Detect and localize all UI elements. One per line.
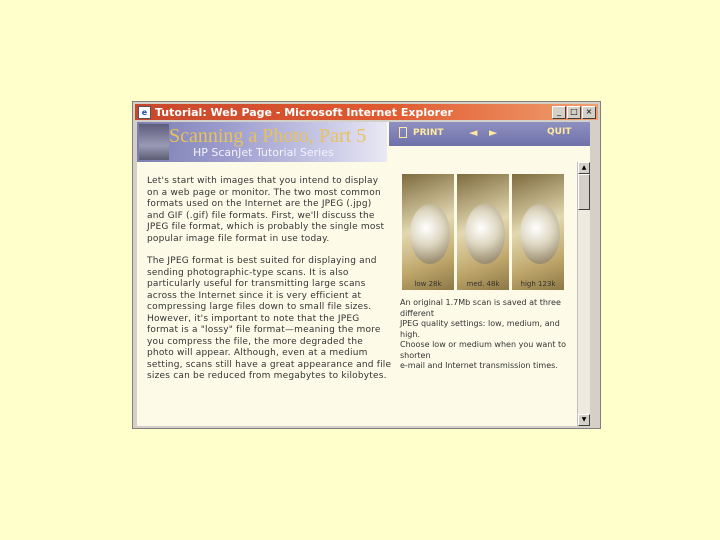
maximize-button[interactable]: □ <box>567 106 581 119</box>
thumbnail-label: med. 48k <box>466 280 500 288</box>
article-text <box>147 176 392 394</box>
shell-photo-image <box>465 204 505 264</box>
print-label: PRINT <box>413 127 444 138</box>
window-title: Tutorial: Web Page - Microsoft Internet Explorer <box>155 105 453 119</box>
ie-icon: e <box>138 106 151 119</box>
thumbnail-high <box>512 174 564 290</box>
caption-line: JPEG quality settings: low, medium, and high. <box>400 319 560 339</box>
caption-line: Choose low or medium when you want to shorten <box>400 340 567 360</box>
series-subtitle: HP ScanJet Tutorial Series <box>193 146 334 159</box>
page-title: Scanning a Photo, Part 5 <box>169 125 367 147</box>
prev-next-arrows[interactable]: ◄ ► <box>469 126 502 139</box>
page-header <box>137 122 590 162</box>
caption-line: An original 1.7Mb scan is saved at three different <box>400 298 561 318</box>
thumbnail-low <box>402 174 454 290</box>
close-button[interactable]: × <box>582 106 596 119</box>
article-paragraph: Let's start with images that you intend to display on a web page or monitor. The two most common formats used on the Internet are the JPEG (.jpg) and GIF (.gif) file formats. First, we'll discuss the JPEG file format, which is probably the single most popular image file format in use today. <box>147 176 385 244</box>
banner-photo-image <box>139 124 169 160</box>
minimize-button[interactable]: _ <box>552 106 566 119</box>
scroll-thumb[interactable] <box>578 174 590 210</box>
article-paragraph: The JPEG format is best suited for displaying and sending photographic-type scans. It is also particularly useful for transmitting large scans across the Internet since it is very efficient at compressing large files down to small file sizes. However, it's important to note that the JPEG format is a "lossy" file format—meaning the more you compress the file, the more degraded the photo will appear. Although, even at a medium setting, scans still have a great appearance and file sizes can be reduced from megabytes to kilobytes. <box>147 256 392 381</box>
thumbnail-label: high 123k <box>520 280 556 288</box>
shell-photo-image <box>520 204 560 264</box>
tutorial-banner <box>137 122 387 162</box>
thumbnail-medium <box>457 174 509 290</box>
thumbnail-label: low 28k <box>414 280 442 288</box>
vertical-scrollbar[interactable] <box>577 162 590 426</box>
window-controls <box>552 106 596 119</box>
document-icon <box>399 127 407 138</box>
browser-window <box>132 101 601 429</box>
scroll-down-button[interactable]: ▼ <box>578 414 590 426</box>
caption-line: e-mail and Internet transmission times. <box>400 361 558 370</box>
title-bar[interactable] <box>135 104 598 120</box>
jpeg-quality-thumbnails <box>402 174 564 290</box>
print-button[interactable] <box>399 127 444 138</box>
page-content <box>137 122 590 426</box>
tutorial-nav <box>389 122 590 146</box>
scroll-up-button[interactable]: ▲ <box>578 162 590 174</box>
quit-button[interactable]: QUIT <box>547 127 572 137</box>
thumbnail-caption <box>400 298 575 372</box>
shell-photo-image <box>410 204 450 264</box>
